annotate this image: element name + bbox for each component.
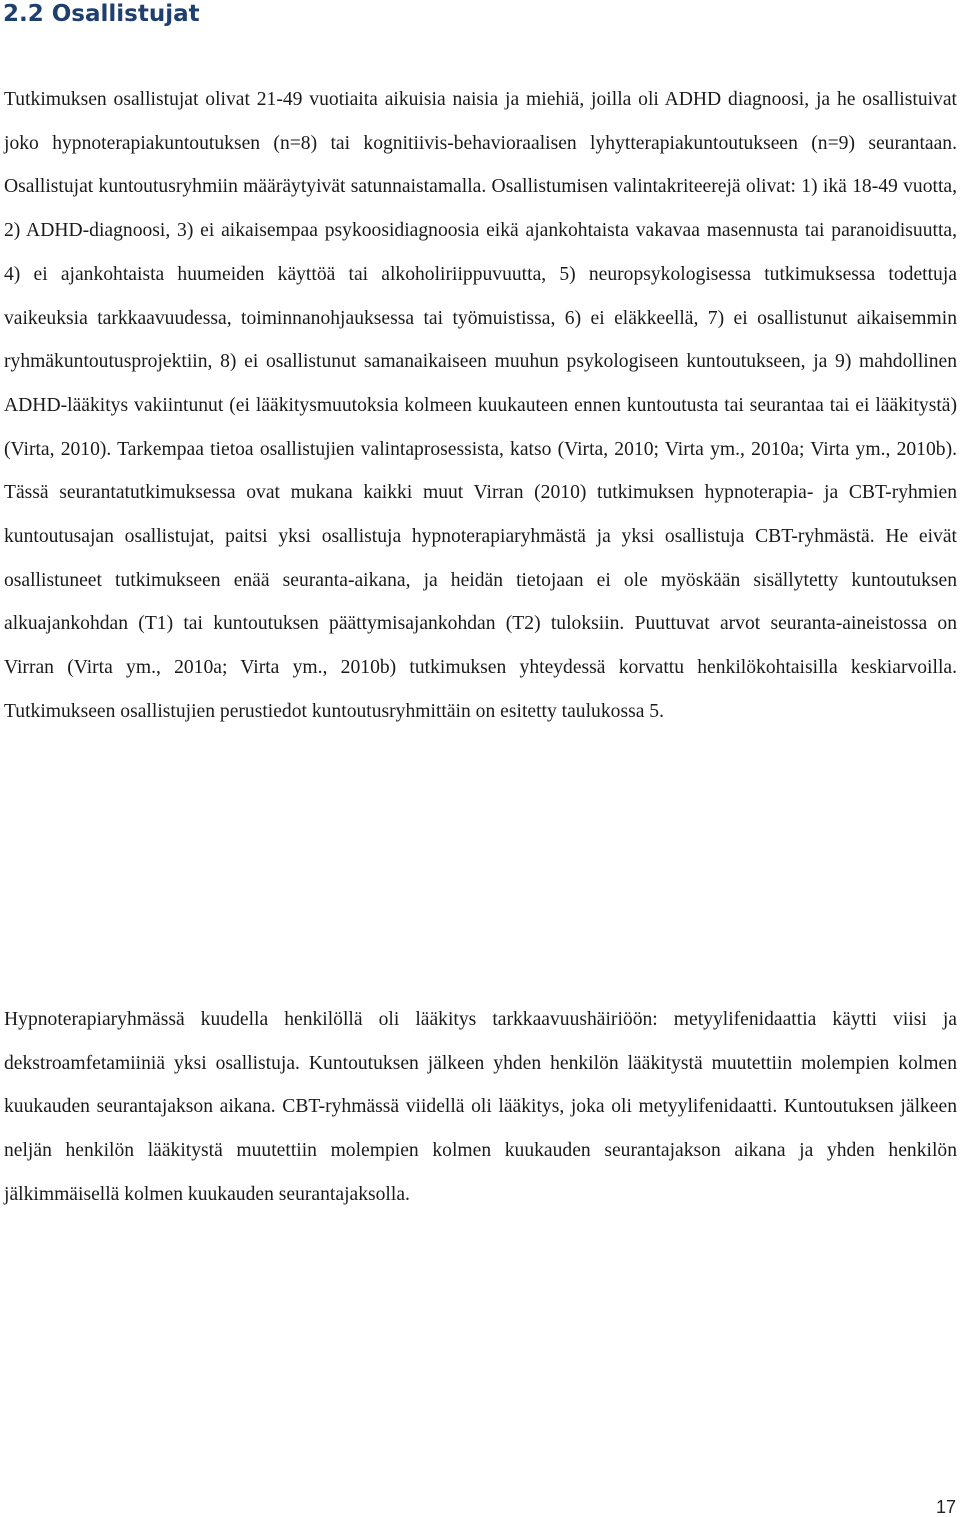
paragraph-participants-lead: Tutkimuksen osallistujat olivat 21-49 vuotiaita aikuisia naisia ja miehiä, joilla oli ADHD diagnoosi, ja he osallistuivat joko hypnoterapiakuntoutuksen (n=8) tai kognitiivis-behavioraalisen lyhytterapiakuntoutukseen (n=9) seurantaan. Osallistujat kuntoutusryhmiin määräytyivät satunnaistamalla. (4, 89, 957, 198)
page-number: 17 (935, 1497, 956, 1517)
paragraph-participants-body: Osallistumisen valintakriteerejä olivat: 1) ikä 18-49 vuotta, 2) ADHD-diagnoosi, 3) ei aikaisempaa psykoosidiagnoosia eikä ajankohtaista vakavaa masennusta tai paranoidisuutta, 4) ei ajankohtaista huumeiden käyttöä tai alkoholiriippuvuutta, 5) neuropsykologisessa tutkimuksessa todettuja vaikeuksia tarkkaavuudessa, toiminnanohjauksessa tai työmuistissa, 6) ei eläkkeellä, 7) ei osallistunut aikaisemmin ryhmäkuntoutusprojektiin, 8) ei osallistunut samanaikaiseen muuhun psykologiseen kuntoutukseen, ja 9) mahdollinen ADHD-lääkitys vakiintunut (ei lääkitysmuutoksia kolmeen kuukauteen ennen kuntoutusta tai seurantaa tai ei lääkitystä) (Virta, 2010). Tarkempaa tietoa osallistujien valintaprosessista, katso (Virta, 2010; Virta ym., 2010a; Virta ym., 2010b). Tässä seurantatutkimuksessa ovat mukana kaikki muut Virran (2010) tutkimuksen hypnoterapia- ja CBT-ryhmien kuntoutusajan osallistujat, paitsi yksi osallistuja hypnoterapiaryhmästä ja yksi osallistuja CBT-ryhmästä. He eivät osallistuneet tutkimukseen enää seuranta-aikana, ja heidän tietojaan ei ole myöskään sisällytetty kuntoutuksen alkuajankohdan (T1) tai kuntoutuksen päättymisajankohdan (T2) tuloksiin. Puuttuvat arvot seuranta-aineistossa on Virran (Virta ym., 2010a; Virta ym., 2010b) tutkimuksen yhteydessä korvattu henkilökohtaisilla keskiarvoilla. Tutkimukseen osallistujien perustiedot kuntoutusryhmittäin on esitetty taulukossa 5. (4, 176, 957, 722)
paragraph-medication: Hypnoterapiaryhmässä kuudella henkilöllä oli lääkitys tarkkaavuushäiriöön: metyylifenidaattia käytti viisi ja dekstroamfetamiiniä yksi osallistuja. Kuntoutuksen jälkeen yhden henkilön lääkitystä muutettiin molempien kolmen kuukauden seurantajakson aikana. CBT-ryhmässä viidellä oli lääkitys, joka oli metyylifenidaatti. Kuntoutuksen jälkeen neljän henkilön lääkitystä muutettiin molempien kolmen kuukauden seurantajakson aikana ja yhden henkilön jälkimmäisellä kolmen kuukauden seurantajaksolla. (4, 1009, 957, 1205)
section-heading: 2.2 Osallistujat (3, 1, 200, 27)
paragraph-participants (4, 78, 957, 734)
